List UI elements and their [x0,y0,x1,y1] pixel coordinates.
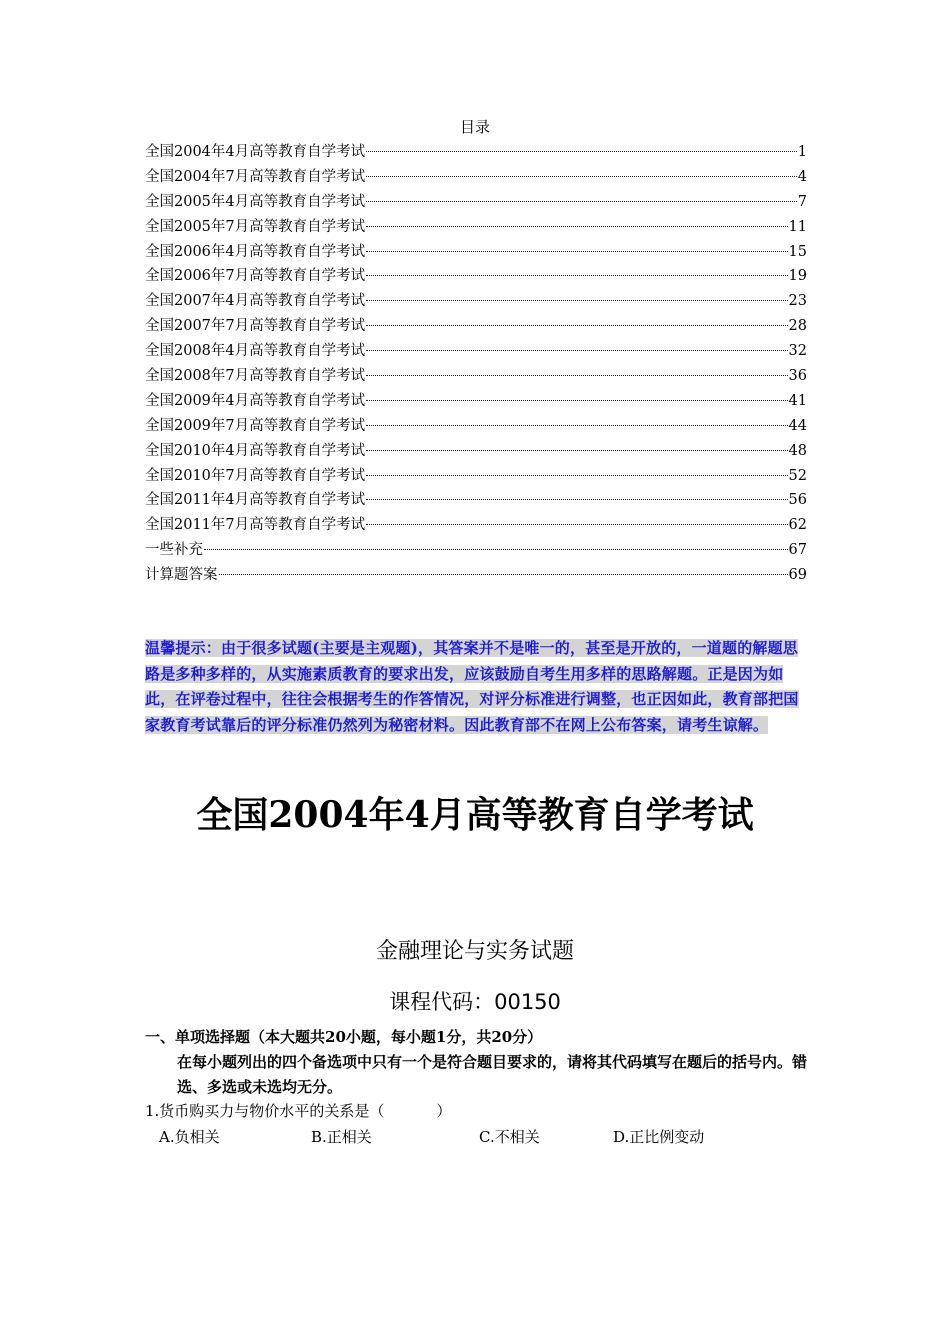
question-1 [145,1100,807,1122]
toc-entry-page-number: 44 [788,417,807,434]
toc-dot-leader [366,375,787,376]
toc-dot-leader [366,201,797,202]
toc-entry-page-number: 19 [788,268,807,285]
toc-entry[interactable] [145,140,807,165]
question-1-stem: 1.货币购买力与物价水平的关系是（ [145,1102,385,1120]
toc-entry-label: 全国2006年4月高等教育自学考试 [145,243,366,260]
toc-entry-label: 全国2009年4月高等教育自学考试 [145,392,366,409]
option-b: B.正相关 [311,1128,372,1146]
toc-dot-leader [366,400,787,401]
warm-notice [145,636,807,738]
toc-dot-leader [366,325,787,326]
toc-dot-leader [366,350,787,351]
option-c: C.不相关 [479,1128,540,1146]
toc-entry[interactable] [145,538,807,563]
toc-entry-page-number: 32 [788,343,807,360]
toc-entry-page-number: 62 [788,517,807,534]
toc-entry[interactable] [145,215,807,240]
toc-dot-leader [366,226,787,227]
toc-entry[interactable] [145,439,807,464]
toc-entry[interactable] [145,165,807,190]
toc-entry-page-number: 28 [788,318,807,335]
toc-entry[interactable] [145,289,807,314]
toc-entry-page-number: 56 [788,492,807,509]
toc-entry-label: 全国2004年7月高等教育自学考试 [145,168,366,185]
toc-entry-label: 全国2011年4月高等教育自学考试 [145,492,366,509]
toc-entry-page-number: 23 [788,293,807,310]
section-heading: 一、单项选择题（本大题共20小题，每小题1分，共20分） [145,1028,543,1046]
toc-entry[interactable] [145,414,807,439]
toc-entry-label: 全国2008年4月高等教育自学考试 [145,343,366,360]
toc-entry-label: 全国2011年7月高等教育自学考试 [145,517,366,534]
toc-dot-leader [204,549,788,550]
toc-entry-label: 全国2007年4月高等教育自学考试 [145,293,366,310]
question-1-options [159,1126,807,1148]
toc-entry-page-number: 48 [788,442,807,459]
toc-entry-page-number: 11 [788,218,807,235]
table-of-contents [145,140,807,588]
toc-entry[interactable] [145,563,807,588]
toc-entry-page-number: 4 [797,168,807,185]
toc-entry-label: 一些补充 [145,542,203,559]
toc-dot-leader [366,176,797,177]
toc-entry[interactable] [145,190,807,215]
toc-entry[interactable] [145,389,807,414]
toc-entry-page-number: 52 [788,467,807,484]
option-a: A.负相关 [159,1128,220,1146]
toc-entry-label: 全国2005年7月高等教育自学考试 [145,218,366,235]
toc-entry-label: 全国2006年7月高等教育自学考试 [145,268,366,285]
toc-entry[interactable] [145,240,807,265]
exam-subject: 金融理论与实务试题 [375,939,574,964]
toc-entry-page-number: 41 [788,392,807,409]
toc-entry-label: 全国2007年7月高等教育自学考试 [145,318,366,335]
toc-entry-label: 全国2010年7月高等教育自学考试 [145,467,366,484]
toc-entry-label: 全国2005年4月高等教育自学考试 [145,193,366,210]
toc-entry-label: 全国2009年7月高等教育自学考试 [145,417,366,434]
toc-entry[interactable] [145,264,807,289]
toc-entry-label: 全国2004年4月高等教育自学考试 [145,144,366,160]
toc-dot-leader [366,524,787,525]
toc-entry-label: 全国2008年7月高等教育自学考试 [145,368,366,385]
toc-dot-leader [366,275,787,276]
toc-dot-leader [366,425,787,426]
question-1-close: ） [436,1102,452,1120]
course-code: 课程代码：00150 [389,990,561,1014]
toc-dot-leader [366,300,787,301]
toc-entry[interactable] [145,488,807,513]
toc-title: 目录 [459,118,490,136]
exam-title: 全国2004年4月高等教育自学考试 [196,794,754,836]
toc-entry-page-number: 1 [797,144,807,160]
toc-dot-leader [366,251,787,252]
toc-entry[interactable] [145,464,807,489]
toc-dot-leader [366,475,787,476]
section-instructions: 在每小题列出的四个备选项中只有一个是符合题目要求的，请将其代码填写在题后的括号内。错选、多选或未选均无分。 [177,1053,808,1096]
toc-entry-page-number: 15 [788,243,807,260]
toc-dot-leader [366,499,787,500]
toc-dot-leader [366,151,797,152]
toc-entry[interactable] [145,339,807,364]
toc-entry-page-number: 36 [788,368,807,385]
toc-entry[interactable] [145,513,807,538]
toc-entry[interactable] [145,314,807,339]
toc-dot-leader [366,450,787,451]
notice-text: 温馨提示：由于很多试题(主要是主观题)，其答案并不是唯一的，甚至是开放的，一道题的解题思路是多种多样的，从实施素质教育的要求出发，应该鼓励自考生用多样的思路解题。正是因为如此，在评卷过程中，往往会根据考生的作答情况，对评分标准进行调整，也正因如此，教育部把国家教育考试靠后的评分标准仍然列为秘密材料。因此教育部不在网上公布答案，请考生谅解。 [145,639,799,734]
toc-entry[interactable] [145,364,807,389]
option-d: D.正比例变动 [613,1128,705,1146]
toc-entry-label: 全国2010年4月高等教育自学考试 [145,442,366,459]
toc-dot-leader [219,574,788,575]
toc-entry-label: 计算题答案 [145,567,218,584]
toc-entry-page-number: 67 [788,542,807,559]
toc-entry-page-number: 7 [797,193,807,210]
toc-entry-page-number: 69 [788,567,807,584]
